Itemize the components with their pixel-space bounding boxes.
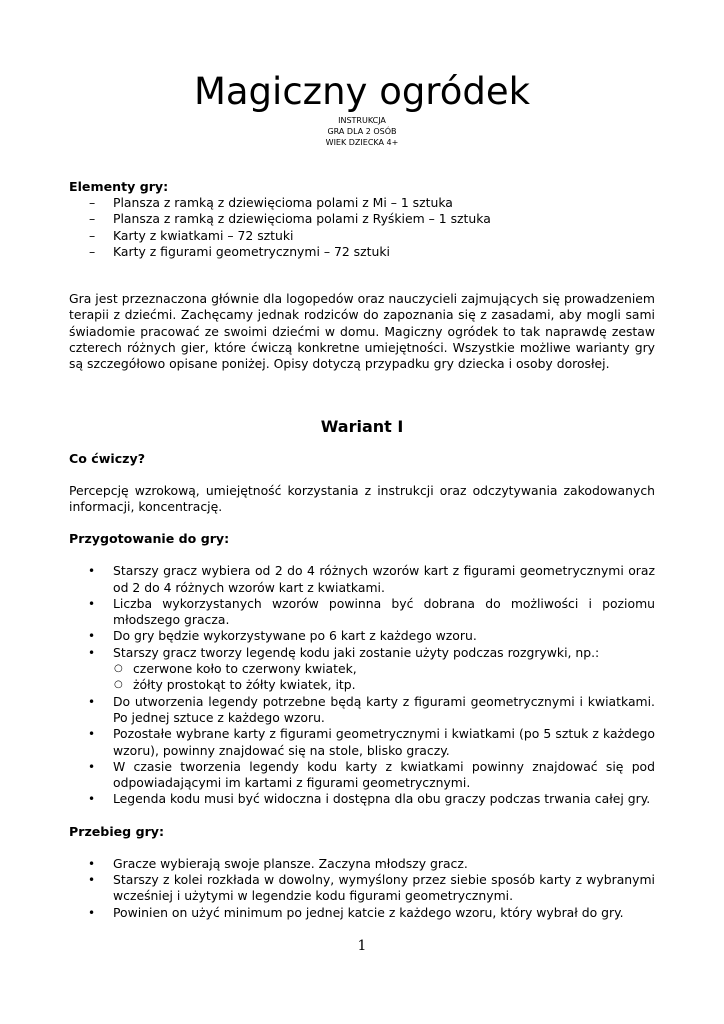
bullet-marker: •: [88, 564, 96, 579]
list-item: • Starszy gracz wybiera od 2 do 4 różnych wzorów kart z figurami geometrycznymi oraz od 2 do 4 różnych wzorów kart z kwiatkami.: [88, 563, 655, 595]
course-section: [69, 824, 655, 921]
page-title: Magiczny ogródek: [193, 70, 531, 113]
list-item: • Starszy gracz tworzy legendę kodu jaki zostanie użyty podczas rozgrywki, np.:: [88, 644, 600, 660]
bullet-marker: •: [88, 645, 96, 660]
list-item: – Plansza z ramką z dziewięcioma polami z Ryśkiem – 1 sztuka: [89, 211, 491, 227]
list-item: – Plansza z ramką z dziewięcioma polami z Mi – 1 sztuka: [89, 195, 453, 210]
prep-list: [69, 563, 655, 661]
prep-list-continued: [69, 694, 655, 808]
list-item: ○ czerwone koło to czerwony kwiatek,: [114, 661, 357, 677]
elements-section: [69, 179, 655, 260]
list-item: • Do gry będzie wykorzystywane po 6 kart z każdego wzoru.: [88, 628, 477, 644]
bullet-marker: •: [88, 873, 96, 888]
list-item: ○ żółty prostokąt to żółty kwiatek, itp.: [114, 677, 356, 693]
exercise-text: Percepcję wzrokową, umiejętność korzystania z instrukcji oraz odczytywania zakodowanych informacji, koncentrację.: [69, 482, 655, 514]
elements-heading: Elementy gry:: [69, 179, 169, 194]
dash-marker: –: [89, 195, 96, 210]
bullet-marker: •: [88, 596, 96, 611]
list-item: • Starszy z kolei rozkłada w dowolny, wymyślony przez siebie sposób karty z wybranymi wcześniej i użytymi w legendzie kodu figurami geometrycznymi.: [88, 872, 655, 904]
bullet-marker: •: [88, 629, 96, 644]
prep-section: [69, 531, 655, 807]
variant-title: Wariant I: [320, 416, 404, 436]
dash-marker: –: [89, 227, 96, 243]
page-number: 1: [357, 938, 367, 954]
list-item: • W czasie tworzenia legendy kodu karty z kwiatkami powinny znajdować się pod odpowiadającymi im kartami z figurami geometrycznymi.: [88, 758, 655, 791]
bullet-marker: •: [88, 905, 96, 920]
list-item: • Pozostałe wybrane karty z figurami geometrycznymi i kwiatkami (po 5 sztuk z każdego wzoru), powinny znajdować się na stole, blisko graczy.: [88, 726, 655, 758]
course-list: [69, 856, 655, 921]
dash-marker: –: [89, 211, 96, 227]
bullet-marker: •: [88, 727, 96, 742]
list-item: – Karty z kwiatkami – 72 sztuki: [89, 227, 294, 243]
circle-marker: ○: [114, 679, 123, 691]
circle-marker: ○: [114, 663, 123, 675]
list-item: • Powinien on użyć minimum po jednej katcie z każdego wzoru, który wybrał do gry.: [88, 904, 624, 920]
subtitle-line: INSTRUKCJA: [338, 116, 386, 125]
elements-list: [69, 195, 655, 260]
list-item: • Legenda kodu musi być widoczna i dostępna dla obu graczy podczas trwania całej gry.: [88, 791, 651, 807]
prep-examples-list: [69, 661, 655, 694]
list-item: • Do utworzenia legendy potrzebne będą karty z figurami geometrycznymi i kwiatkami. Po jednej sztuce z każdego wzoru.: [88, 693, 655, 725]
document-page: [69, 70, 655, 921]
exercise-section: [69, 451, 655, 516]
subtitle-line: WIEK DZIECKA 4+: [325, 138, 399, 147]
exercise-heading: Co ćwiczy?: [69, 450, 146, 466]
dash-marker: –: [89, 243, 96, 259]
list-item: • Gracze wybierają swoje plansze. Zaczyna młodszy gracz.: [88, 855, 468, 871]
prep-heading: Przygotowanie do gry:: [69, 531, 230, 547]
bullet-marker: •: [88, 856, 96, 871]
subtitle-line: GRA DLA 2 OSÓB: [327, 127, 397, 136]
list-item: – Karty z figurami geometrycznymi – 72 sztuki: [89, 243, 390, 259]
bullet-marker: •: [88, 694, 96, 709]
course-heading: Przebieg gry:: [69, 823, 165, 839]
list-item: • Liczba wykorzystanych wzorów powinna być dobrana do możliwości i poziomu młodszego gracza.: [88, 595, 655, 628]
intro-paragraph: Gra jest przeznaczona głównie dla logopedów oraz nauczycieli zajmujących się prowadzeniem terapii z dziećmi. Zachęcamy jednak rodziców do zapoznania się z zasadami, aby mogli sami świadomie pracować ze swoimi dziećmi w domu. Magiczny ogródek to tak naprawdę zestaw czterech różnych gier, które ćwiczą konkretne umiejętności. Wszystkie możliwe warianty gry są szczegółowo opisane poniżej. Opisy dotyczą przypadku gry dziecka i osoby dorosłej.: [69, 291, 655, 372]
bullet-marker: •: [88, 759, 96, 774]
bullet-marker: •: [88, 792, 96, 807]
